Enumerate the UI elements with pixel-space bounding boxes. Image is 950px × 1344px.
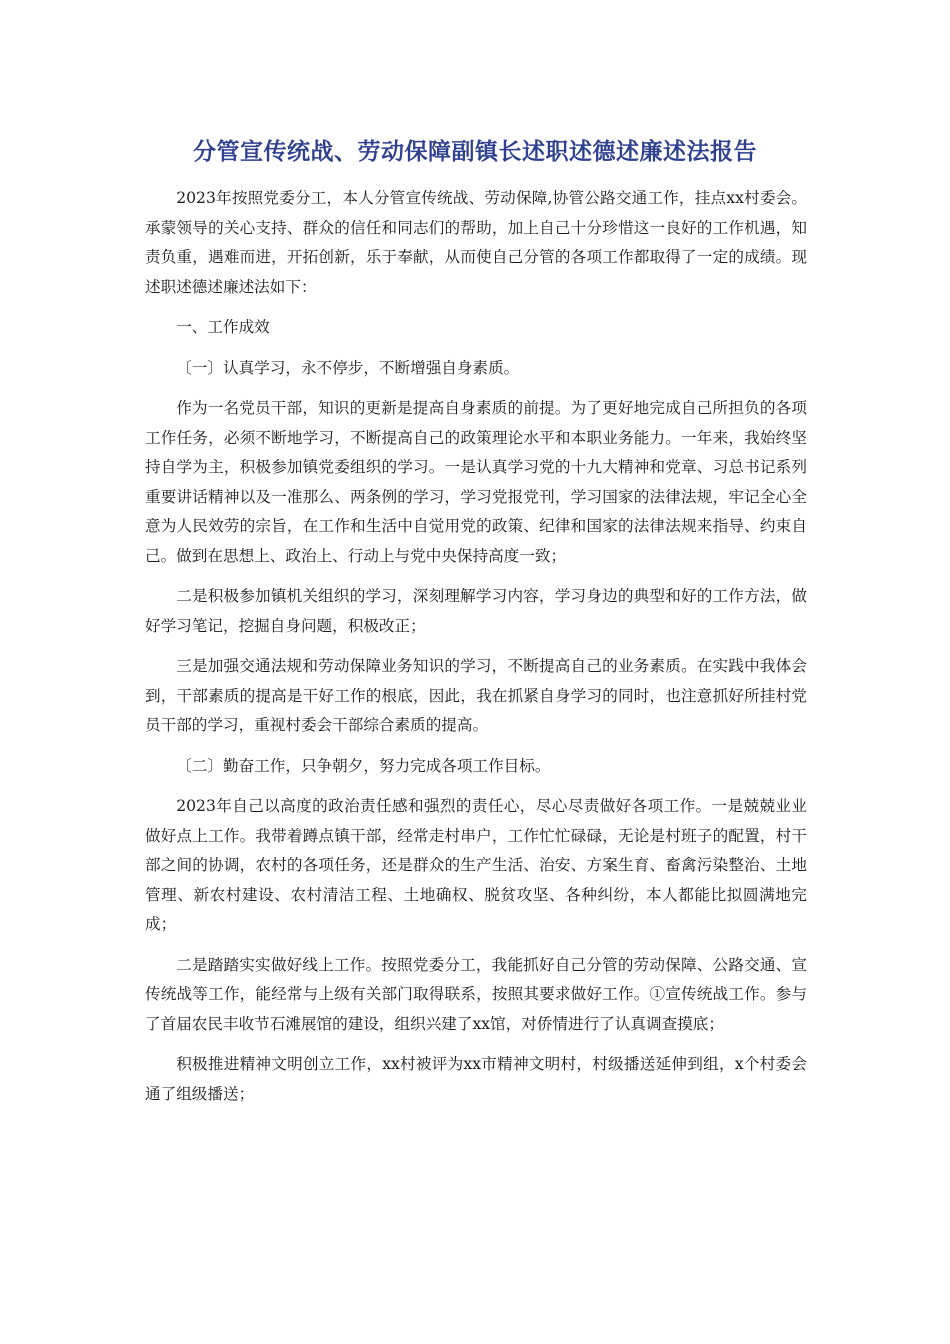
body-paragraph: 二是踏踏实实做好线上工作。按照党委分工，我能抓好自己分管的劳动保障、公路交通、宣传统战等工作，能经常与上级有关部门取得联系，按照其要求做好工作。①宣传统战工作。参与了首届农民丰收节石滩展馆的建设，组织兴建了xx馆，对侨情进行了认真调查摸底； xyxy=(145,955,807,1033)
body-paragraph: 三是加强交通法规和劳动保障业务知识的学习，不断提高自己的业务素质。在实践中我体会到，干部素质的提高是干好工作的根底，因此，我在抓紧自身学习的同时，也注意抓好所挂村党员干部的学习，重视村委会干部综合素质的提高。 xyxy=(145,657,807,734)
section-heading: 一、工作成效 xyxy=(176,318,270,336)
body-paragraph: 二是积极参加镇机关组织的学习，深刻理解学习内容，学习身边的典型和好的工作方法，做好学习笔记，挖掘自身问题，积极改正； xyxy=(145,587,807,635)
subsection-heading: 〔一〕认真学习，永不停步，不断增强自身素质。 xyxy=(176,358,520,377)
body-paragraph: 作为一名党员干部，知识的更新是提高自身素质的前提。为了更好地完成自己所担负的各项工作任务，必须不断地学习，不断提高自己的政策理论水平和本职业务能力。一年来，我始终坚持自学为主，积极参加镇党委组织的学习。一是认真学习党的十九大精神和党章、习总书记系列重要讲话精神以及一准那么、两条例的学习，学习党报党刊，学习国家的法律法规，牢记全心全意为人民效劳的宗旨，在工作和生活中自觉用党的政策、纪律和国家的法律法规来指导、约束自己。做到在思想上、政治上、行动上与党中央保持高度一致； xyxy=(145,399,807,565)
document-body xyxy=(145,184,807,1120)
body-paragraph: 2023年自己以高度的政治责任感和强烈的责任心，尽心尽责做好各项工作。一是兢兢业业做好点上工作。我带着蹲点镇干部，经常走村串户，工作忙忙碌碌，无论是村班子的配置，村干部之间的协调，农村的各项任务，还是群众的生产生活、治安、方案生育、畜禽污染整治、土地管理、新农村建设、农村清洁工程、土地确权、脱贫攻坚、各种纠纷，本人都能比拟圆满地完成； xyxy=(145,797,807,933)
document-title: 分管宣传统战、劳动保障副镇长述职述德述廉述法报告 xyxy=(193,139,757,165)
intro-paragraph: 2023年按照党委分工，本人分管宣传统战、劳动保障,协管公路交通工作，挂点xx村委会。承蒙领导的关心支持、群众的信任和同志们的帮助，加上自己十分珍惜这一良好的工作机遇，知责负重，遇难而进，开拓创新，乐于奉献，从而使自己分管的各项工作都取得了一定的成绩。现述职述德述廉述法如下： xyxy=(145,189,807,296)
subsection-heading: 〔二〕勤奋工作，只争朝夕，努力完成各项工作目标。 xyxy=(176,756,551,775)
body-paragraph: 积极推进精神文明创立工作，xx村被评为xx市精神文明村，村级播送延伸到组，x个村委会通了组级播送； xyxy=(145,1055,807,1103)
